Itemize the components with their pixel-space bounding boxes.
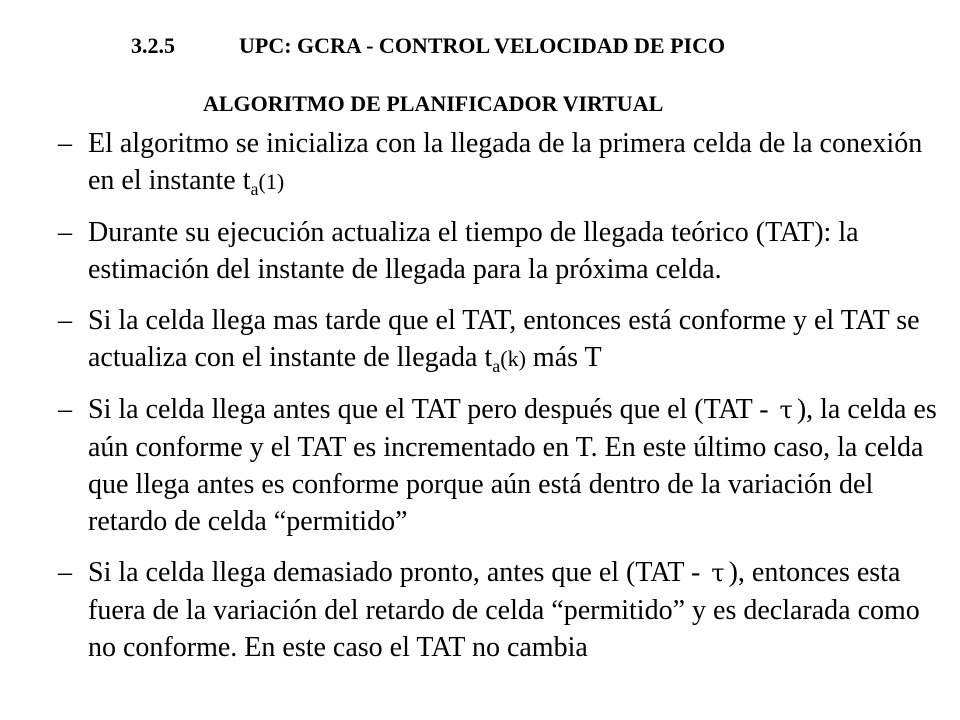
- bullet-dash: –: [58, 305, 72, 336]
- slide-subtitle: ALGORITMO DE PLANIFICADOR VIRTUAL: [203, 91, 664, 116]
- tau-symbol: τ: [779, 396, 793, 424]
- bullet-item-2: [58, 214, 953, 288]
- bullet-text-post: ), la celda es aún conforme y el TAT es incrementado en T. En este último caso, la celda que llega antes es conforme porque aún está dentro de la variación del retardo de celda “permitido”: [88, 394, 937, 537]
- bullet-text: Si la celda llega mas tarde que el TAT, entonces está conforme y el TAT se actualiza con el instante de llegada: [88, 305, 920, 373]
- bullet-dash: –: [58, 217, 72, 248]
- bullet-list: [58, 125, 953, 680]
- tau-symbol: τ: [711, 559, 725, 587]
- bullet-dash: –: [58, 394, 72, 425]
- slide-title: [131, 33, 725, 59]
- bullet-dash: –: [58, 128, 72, 159]
- bullet-text-pre: Si la celda llega demasiado pronto, antes que el (TAT -: [88, 557, 708, 588]
- bullet-text-pre: Si la celda llega antes que el TAT pero después que el (TAT -: [88, 394, 776, 425]
- bullet-dash: –: [58, 557, 72, 588]
- bullet-item-1: [58, 125, 953, 200]
- bullet-item-5: [58, 554, 953, 666]
- bullet-text: Durante su ejecución actualiza el tiempo de llegada teórico (TAT): la estimación del instante de llegada para la próxima celda.: [88, 217, 859, 285]
- bullet-item-3: [58, 302, 953, 377]
- bullet-text: El algoritmo se inicializa con la llegada de la primera celda de la conexión en el instante: [88, 128, 923, 196]
- bullet-text-tail: más T: [525, 342, 602, 373]
- bullet-text-post: ), entonces esta fuera de la variación del retardo de celda “permitido” y es declarada como no conforme. En este caso el TAT no cambia: [88, 557, 920, 663]
- formula-ta-1: $t_a(1)$: [242, 165, 285, 199]
- formula-ta-k: $t_a(k)$: [484, 342, 526, 376]
- section-title: UPC: GCRA - CONTROL VELOCIDAD DE PICO: [239, 33, 726, 58]
- section-number: 3.2.5: [131, 33, 175, 58]
- bullet-item-4: [58, 391, 953, 540]
